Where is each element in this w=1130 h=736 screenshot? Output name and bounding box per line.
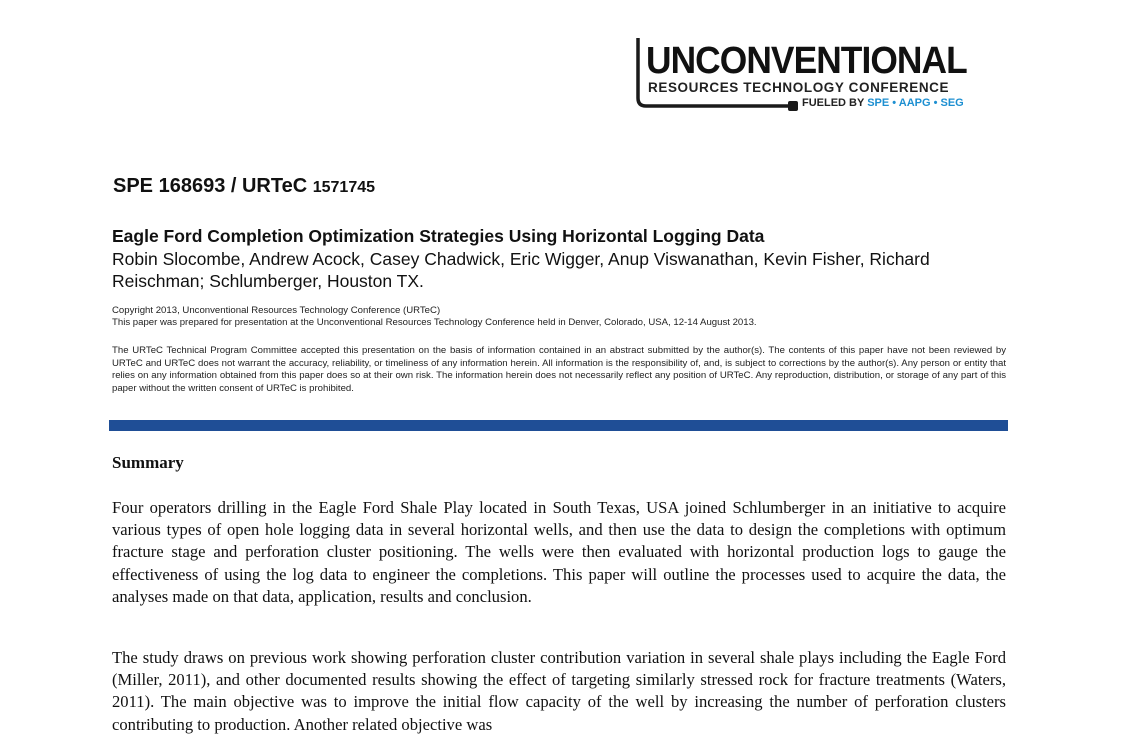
disclaimer-text: The URTeC Technical Program Committee accepted this presentation on the basis of information contained in an abstract submitted by the author(s). The contents of this paper have not been reviewed by URTeC and URTeC does not warrant the accuracy, reliability, or timeliness of any information herein. All information is the responsibility of, and, is subject to corrections by the author(s). Any person or entity that relies on any information obtained from this paper does so at their own risk. The information herein does not necessarily reflect any position of URTeC. Any reproduction, distribution, or storage of any part of this paper without the written consent of URTeC is prohibited. [112, 345, 1006, 394]
summary-paragraph-1: Four operators drilling in the Eagle Ford Shale Play located in South Texas, USA joined Schlumberger in an initiative to acquire various types of open hole logging data in several horizontal wells, and then use the data to design the completions with optimum fracture stage and perforation cluster positioning. The wells were then evaluated with horizontal production logs to gauge the effectiveness of using the log data to engineer the completions. This paper will outline the processes used to acquire the data, the analyses made on that data, application, results and conclusion. [112, 498, 1006, 606]
header-divider-bar [109, 420, 1008, 431]
logo-plug [788, 101, 798, 111]
logo-fueled-orgs: SPE • AAPG • SEG [867, 97, 964, 109]
paper-title: Eagle Ford Completion Optimization Strategies Using Horizontal Logging Data [112, 226, 765, 246]
summary-heading: Summary [112, 453, 184, 472]
copyright-line-2: This paper was prepared for presentation at the Unconventional Resources Technology Conference held in Denver, Colorado, USA, 12-14 August 2013. [112, 317, 757, 328]
logo-fueled-prefix: FUELED BY [802, 97, 868, 109]
logo-wordmark: UNCONVENTIONAL [646, 40, 967, 82]
paper-authors: Robin Slocombe, Andrew Acock, Casey Chadwick, Eric Wigger, Anup Viswanathan, Kevin Fisher, Richard Reischman; Schlumberger, Houston TX. [112, 249, 930, 291]
summary-paragraph-2: The study draws on previous work showing perforation cluster contribution variation in several shale plays including the Eagle Ford (Miller, 2011), and other documented results showing the effect of targeting similarly stressed rock for fracture treatments (Waters, 2011). The main objective was to improve the initial flow capacity of the well by increasing the number of perforation clusters contributing to production. Another related objective was [112, 648, 1006, 734]
paper-id-number: 1571745 [312, 179, 376, 196]
paper-id-main: SPE 168693 / URTeC [113, 175, 308, 197]
copyright-notice [112, 305, 1012, 329]
paper-id [113, 175, 375, 198]
conference-logo [632, 34, 1012, 114]
logo-subtitle: RESOURCES TECHNOLOGY CONFERENCE [648, 80, 950, 95]
logo-fueled-by [802, 97, 964, 109]
copyright-line-1: Copyright 2013, Unconventional Resources Technology Conference (URTeC) [112, 305, 441, 316]
